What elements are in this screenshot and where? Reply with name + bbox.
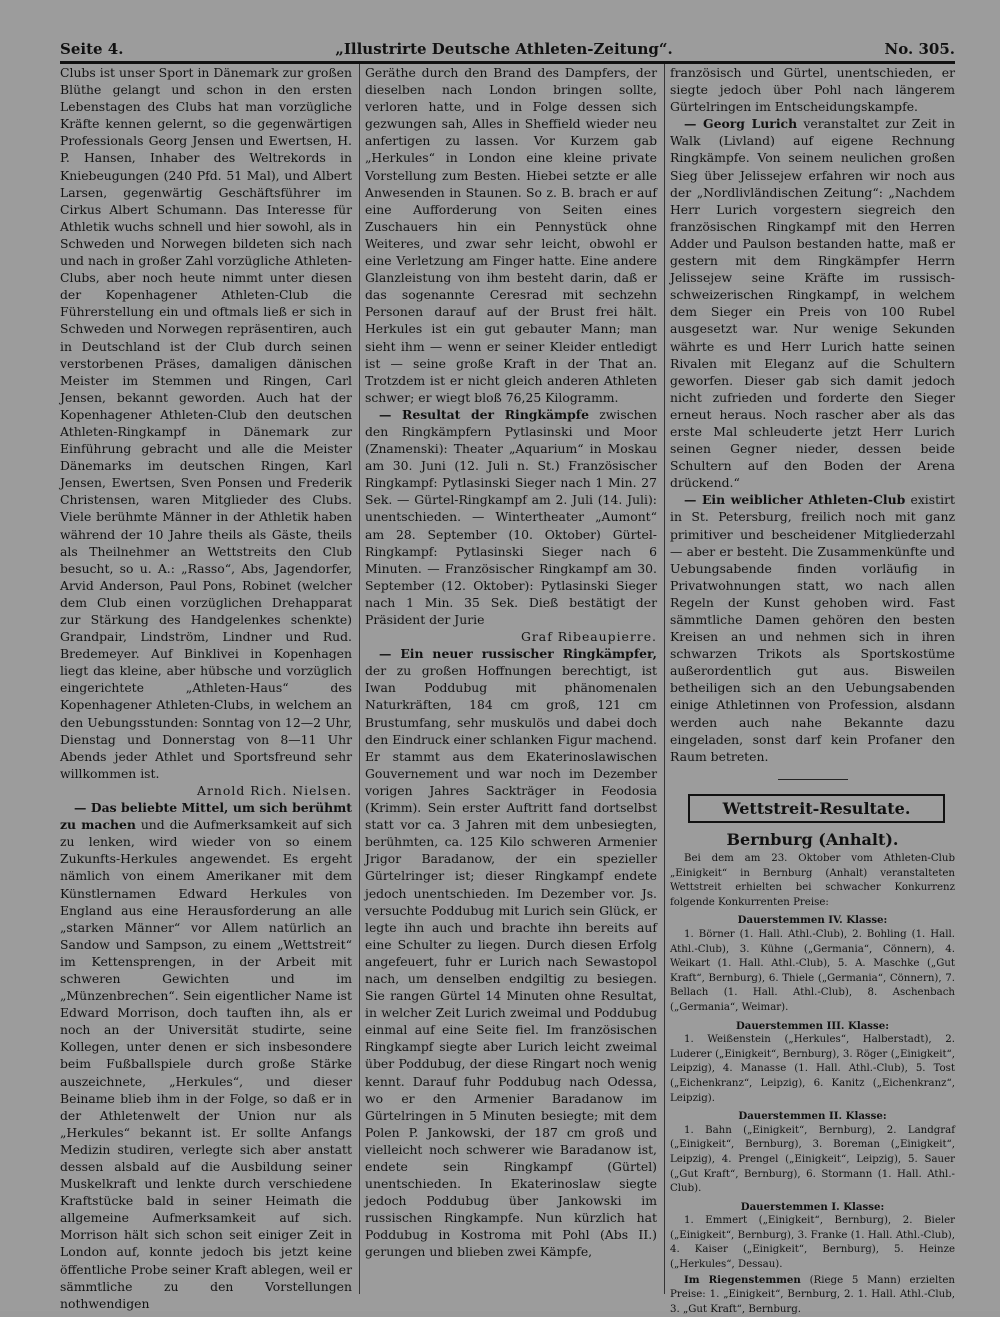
article-text: veranstaltet zur Zeit in Walk (Livland) auf eigene Rechnung Ringkämpfe. Von seinem neulichen großen Sieg über Jelissejew erfahren wir noch aus der „Nordlivländischen Zeitung“: „Nachdem Herr Lurich vorgestern siegreich den französischen Ringkampf mit den Herren Adder und Paulson bestanden hatte, maß er gestern mit dem Ringkämpfer Herrn Jelissejew seine Kräfte im russisch-schweizerischen Ringkampf, in welchem dem Sieger ein Preis von 100 Rubel ausgesetzt war. Nur wenige Sekunden währte es und Herr Lurich hatte seinen Rivalen mit Eleganz auf die Schultern geworfen. Dieser gab sich damit jedoch nicht zufrieden und forderte den Sieger erneut heraus. Noch rascher aber als das erste Mal schleuderte jetzt Herr Lurich seinen Gegner nieder, dessen beide Schultern auf den Boden der Arena drückend.“ [670,116,955,491]
article-text: und die Aufmerksamkeit auf sich zu lenken, wird wieder von so einem Zukunfts-Herkules angewendet. Es ergeht nämlich von einem Amerikaner mit dem Künstlernamen Edward Herkules von England aus eine Herausforderung an alle „starken Männer“ vor Allem natürlich an Sandow und Sampson, zu einem „Wettstreit“ im Kettensprengen, in der Arbeit mit schweren Gewichten und im „Münzenbrechen“. Sein eigentlicher Name ist Edward Morrison, doch tauften ihn, als er noch an der Universität studirte, seine Kollegen, unter denen er sich insbesondere beim Fußballspiele durch große Stärke auszeichnete, „Herkules“, und dieser Beiname blieb ihm in der Folge, so daß er in der Athletenwelt der Union nur als „Herkules“ bekannt ist. Er sollte Anfangs Medizin studiren, verlegte sich aber anstatt dessen alsbald auf die Ausbildung seiner Muskelkraft und lenkte durch verschiedene Kraftstücke bald in seiner Heimath die allgemeine Aufmerksamkeit auf sich. Morrison hält sich schon seit einiger Zeit in London auf, konnte jedoch bis jetzt keine öffentliche Probe seiner Kraft ablegen, weil er sämmtliche zu den Vorstellungen nothwendigen [60,817,352,1311]
class-results: 1. Bahn („Einigkeit“, Bernburg), 2. Landgraf („Einigkeit“, Bernburg), 3. Boreman („Einigkeit“, Leipzig), 4. Prengel („Einigkeit“, Leipzig), 5. Sauer („Gut Kraft“, Bernburg), 6. Stormann (1. Hall. Athl.-Club). [670,1124,955,1195]
column-divider [664,64,665,1294]
article [60,799,352,1312]
article-text: existirt in St. Petersburg, freilich noch mit ganz primitiver und bescheidener Mitgliederzahl — aber er besteht. Die Zusammenkünfte und Uebungsabende finden vorläufig in Privatwohnungen statt, wo nach allen Regeln der Kunst gehoben wird. Fast sämmtliche Damen gehören den besten Kreisen an und nehmen sich in ihren schwarzen Trikots als Sportskostüme außerordentlich gut aus. Bisweilen betheiligen sich an den Uebungsabenden einige Athletinnen von Profession, alsdann werden auch nahe Bekannte dazu eingeladen, sonst darf kein Profaner den Raum betreten. [670,492,955,764]
article-heading: — Ein weiblicher Athleten-Club [684,492,906,508]
article-heading: — Ein neuer russischer Ringkämpfer, [379,646,657,662]
class-heading: Dauerstemmen III. Klasse: [735,1019,890,1032]
section-title-box: Wettstreit-Resultate. [688,794,945,823]
riegen-results [670,1273,955,1317]
newspaper-title: „Illustrirte Deutsche Athleten-Zeitung“. [335,40,673,58]
article [670,491,955,765]
article-text: der zu großen Hoffnungen berechtigt, ist Iwan Poddubug mit phänomenalen Naturkräften, 184 cm groß, 121 cm Brustumfang, sehr muskulös und dabei doch den Eindruck einer schlanken Figur machend. Er stammt aus dem Ekaterinoslawischen Gouvernement und war noch im Dezember vorigen Jahres Sackträger in Feodosia (Krimm). Sein erster Auftritt fand dortselbst statt vor ca. 3 Jahren mit dem unbesiegten, berühmten, ca. 125 Kilo schweren Armenier Jrigor Baradanow, der ein spezieller Gürtelringer ist; dieser Ringkampf endete jedoch unentschieden. Im Dezember vor. Js. versuchte Poddubug mit Lurich sein Glück, er legte ihn auch und brachte ihn bereits auf eine Schulter zu liegen. Durch diesen Erfolg angefeuert, fuhr er Lurich nach Sewastopol nach, um denselben endgiltig zu besiegen. Sie rangen Gürtel 14 Minuten ohne Resultat, in welcher Zeit Lurich zweimal und Poddubug einmal auf eine Seite fiel. Im französischen Ringkampf siegte aber Lurich leicht zweimal über Poddubug, der diese Ringart noch wenig kennt. Darauf fuhr Poddubug nach Odessa, wo er den Armenier Baradanow im Gürtelringen in 5 Minuten besiegte; mit dem Polen P. Jankowski, der 187 cm groß und vielleicht noch schwerer wie Baradanow ist, endete sein Ringkampf (Gürtel) unentschieden. In Ekaterinoslaw siegte jedoch Poddubug über Jankowski im russischen Ringkampfe. Nun kürzlich hat Poddubug in Kostroma mit Pohl (Abs II.) gerungen und blieben zwei Kämpfe, [365,663,657,1260]
article-text: französisch und Gürtel, unentschieden, er siegte jedoch über Pohl nach längerem Gürtelringen im Entscheidungskampfe. [670,65,955,115]
column-divider [359,64,360,1294]
class-results: 1. Emmert („Einigkeit“, Bernburg), 2. Bieler („Einigkeit“, Bernburg), 3. Franke (1. Hall. Athl.-Club), 4. Kaiser („Einigkeit“, Bernburg), 5. Heinze („Herkules“, Dessau). [670,1215,955,1271]
page-header [60,30,955,58]
section-divider [778,779,848,780]
article [365,406,657,628]
class-results: 1. Börner (1. Hall. Athl.-Club), 2. Bohling (1. Hall. Athl.-Club), 3. Kühne („Germania“, Cönnern), 4. Weikart (1. Hall. Athl.-Club), 5. A. Maschke („Gut Kraft“, Bernburg), 6. Thiele („Germania“, Cönnern), 7. Bellach (1. Hall. Athl.-Club), 8. Aschenbach („Germania“, Weimar). [670,929,955,1013]
results-list [670,852,955,1317]
article-heading: — Georg Lurich [684,116,798,132]
class-heading: Dauerstemmen I. Klasse: [740,1200,885,1213]
riegen-text: (Riege 5 Mann) erzielten Preise: 1. „Einigkeit“, Bernburg, 2. 1. Hall. Athl.-Club, 3. „Gut Kraft“, Bernburg. [670,1274,955,1315]
jury-signature: Graf Ribeaupierre. [520,629,657,645]
class-heading: Dauerstemmen IV. Klasse: [737,914,888,927]
city-heading: Bernburg (Anhalt). [726,829,899,849]
columns [60,64,955,1315]
class-heading: Dauerstemmen II. Klasse: [738,1110,887,1123]
results-intro: Bei dem am 23. Oktober vom Athleten-Club „Einigkeit“ in Bernburg (Anhalt) veranstalteten Wettstreit erhielten bei schwacher Konkurrenz folgende Konkurrenten Preise: [670,853,955,908]
class-results: 1. Weißenstein („Herkules“, Halberstadt), 2. Luderer („Einigkeit“, Bernburg), 3. Röger („Einigkeit“, Leipzig), 4. Manasse (1. Hall. Athl.-Club), 5. Tost („Eichenkranz“, Leipzig), 6. Kanitz („Eichenkranz“, Leipzig). [670,1034,955,1104]
author-signature: Arnold Rich. Nielsen. [197,782,352,798]
article [365,645,657,1260]
column-1 [60,64,352,1311]
article-text: Clubs ist unser Sport in Dänemark zur großen Blüthe gelangt und schon in den ersten Lebenstagen des Clubs hat man vorzügliche Kräfte kennen gelernt, so die gegenwärtigen Professionals Georg Jensen und Ewertsen, H. P. Hansen, Inhaber des Weltrekords in Kniebeugungen (240 Pfd. 51 Mal), und Albert Larsen, gegenwärtig Geschäftsführer im Cirkus Albert Schumann. Das Interesse für Athletik wuchs schnell und hier sowohl, als in Schweden und Norwegen bildeten sich nach und nach in großer Zahl vorzügliche Athleten-Clubs, aber noch heute nimmt unter diesen der Kopenhagener Athleten-Club die Führerstellung ein und oftmals ließ er sich in Schweden und Norwegen repräsentiren, auch in Deutschland ist der Club durch seinen verstorbenen Präses, damaligen dänischen Meister im Stemmen und Ringen, Carl Jensen, bekannt geworden. Auch hat der Kopenhagener Athleten-Club den deutschen Athleten-Ringkampf in Dänemark zur Einführung gebracht und alle die Meister Dänemarks im deutschen Ringen, Karl Jensen, Ewertsen, Sven Ponsen und Frederik Christensen, waren Mitglieder des Clubs. Viele berühmte Männer in der Athletik haben während der 10 Jahre theils als Gäste, theils als Theilnehmer an Wettstreits den Club besucht, so u. A.: „Rasso“, Abs, Jagendorfer, Arvid Anderson, Paul Pons, Robinet (welcher dem Club einen vorzüglichen Drehapparat zur Stärkung des Handgelenkes schenkte) Grandpair, Lindström, Lindner und Rud. Bredemeyer. Auf Binklivei in Kopenhagen liegt das kleine, aber hübsche und vorzüglich eingerichtete „Athleten-Haus“ des Kopenhagener Athleten-Clubs, in welchem an den Uebungsstunden: Sonntag von 12—2 Uhr, Dienstag und Donnerstag von 8—11 Uhr Abends jeder Athlet und Sportsfreund sehr willkommen ist. [60,65,352,781]
article-text: zwischen den Ringkämpfern Pytlasinski und Moor (Znamenski): Theater „Aquarium“ in Moskau am 30. Juni (12. Juli n. St.) Französischer Ringkampf: Pytlasinski Sieger nach 1 Min. 27 Sek. — Gürtel-Ringkampf am 2. Juli (14. Juli): unentschieden. — Wintertheater „Aumont“ am 28. September (10. Oktober) Gürtel-Ringkampf: Pytlasinski Sieger nach 6 Minuten. — Französischer Ringkampf am 30. September (12. Oktober): Pytlasinski Sieger nach 1 Min. 35 Sek. Dieß bestätigt der Präsident der Jurie [365,406,657,627]
article-text: Geräthe durch den Brand des Dampfers, der dieselben nach London bringen sollte, verloren hatte, und in Folge dessen sich gezwungen sah, Alles in Sheffield wieder neu anfertigen zu lassen. Vor Kurzem gab „Herkules“ in London eine kleine private Vorstellung zum Besten. Hiebei setzte er alle Anwesenden in Staunen. So z. B. brach er auf eine Aufforderung von Seiten eines Zuschauers hin ein Pennystück ohne Weiteres, und zwar sehr leicht, obwohl er eine Verletzung am Finger hatte. Eine andere Glanzleistung von ihm besteht darin, daß er das sogenannte Ceresrad mit sechzehn Personen darauf auf der Brust frei hält. Herkules ist ein gut gebauter Mann; man sieht ihm — wenn er seiner Kleider entledigt ist — seine große Kraft in der That an. Trotzdem ist er nicht gleich anderen Athleten schwer; er wiegt bloß 76,25 Kilogramm. [365,65,657,405]
riegen-heading: Im Riegenstemmen [684,1273,801,1286]
article-heading: — Das beliebte Mittel, um sich berühmt zu machen [60,800,352,833]
page-number: Seite 4. [60,40,124,58]
article [670,115,955,491]
issue-number: No. 305. [884,40,955,58]
article-heading: — Resultat der Ringkämpfe [379,406,590,422]
column-2 [365,64,657,1294]
column-3 [670,64,955,1315]
